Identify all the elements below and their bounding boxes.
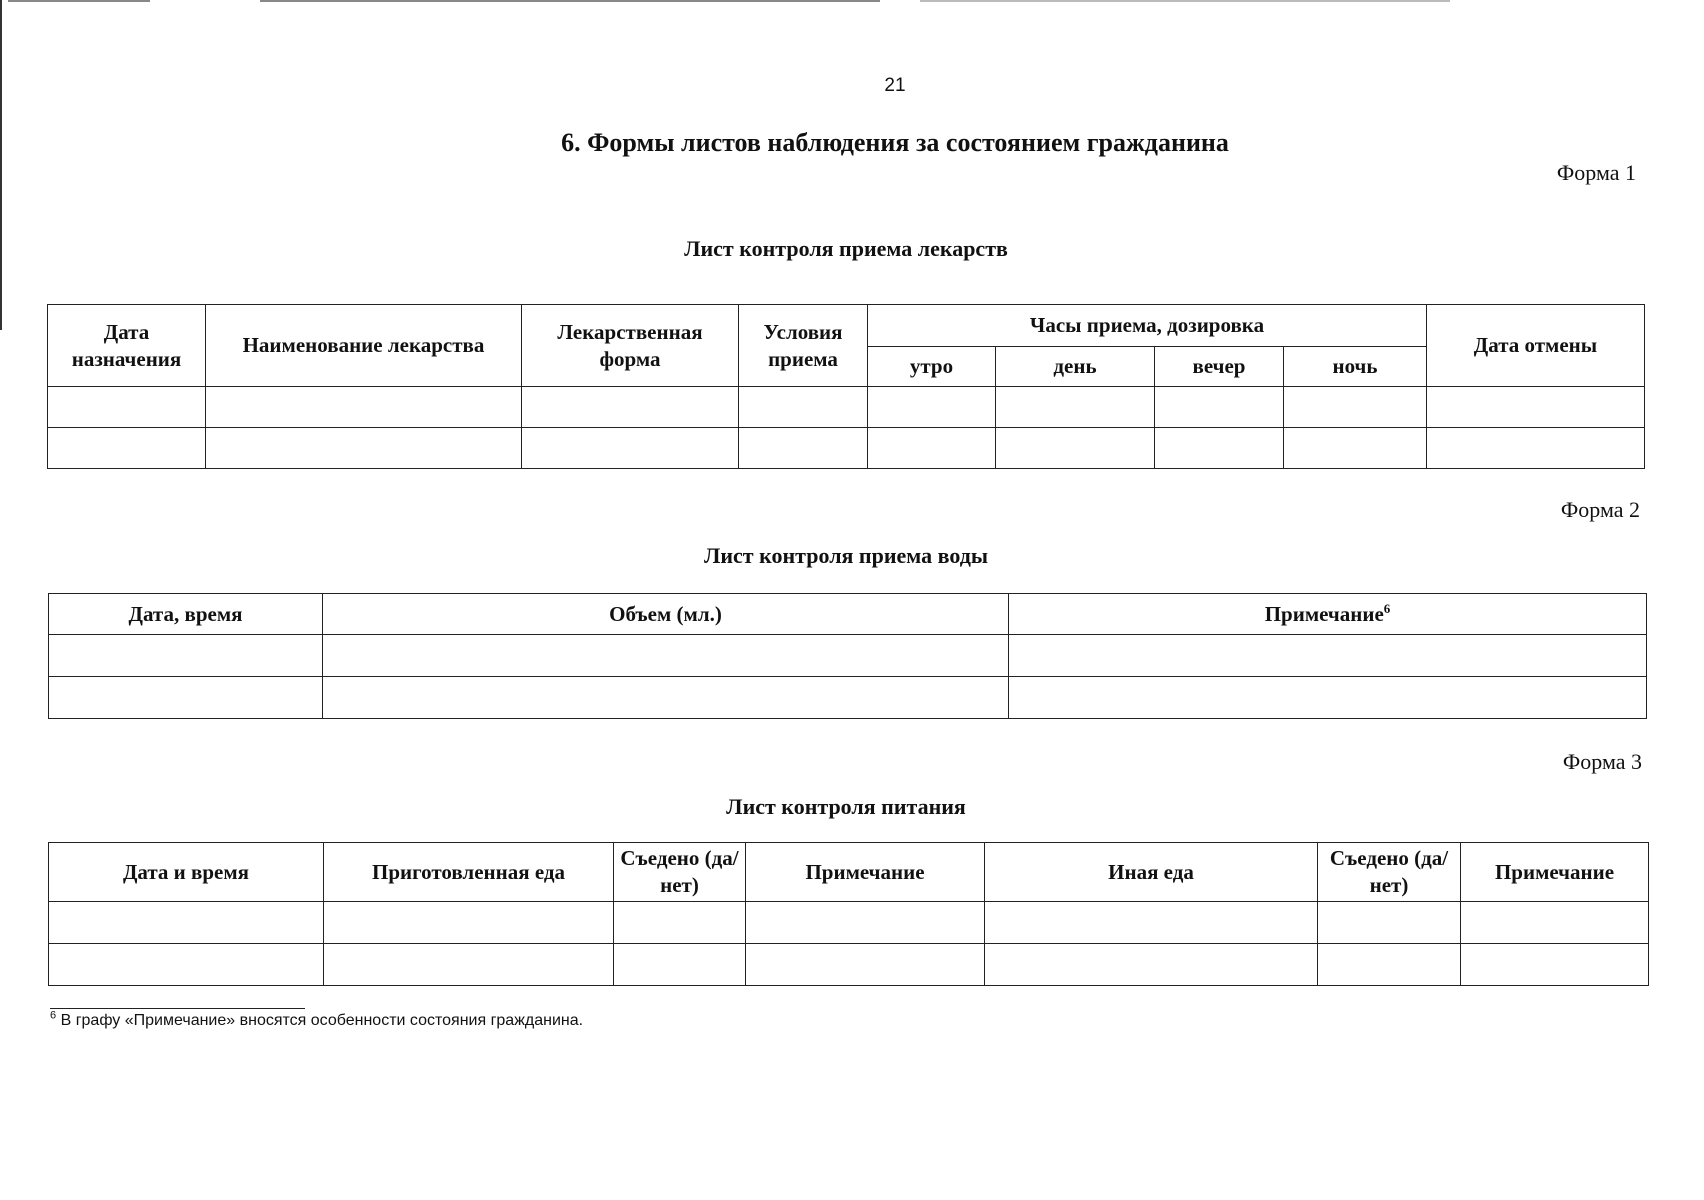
table-row [48, 428, 1645, 469]
col-eaten: Съедено (да/нет) [614, 843, 746, 902]
table-cell[interactable] [323, 635, 1009, 677]
form1-label: Форма 1 [1556, 160, 1636, 185]
table-cell[interactable] [1461, 944, 1649, 986]
table-cell[interactable] [614, 944, 746, 986]
form3-title: Лист контроля питания [726, 794, 966, 819]
table-cell[interactable] [324, 902, 614, 944]
table-cell[interactable] [985, 902, 1318, 944]
footnote-divider [50, 1008, 305, 1009]
col-drug-form: Лекарственная форма [522, 305, 739, 387]
table-cell[interactable] [49, 944, 324, 986]
col-datetime: Дата и время [49, 843, 324, 902]
form1-title: Лист контроля приема лекарств [684, 236, 1008, 261]
form2-label: Форма 2 [1560, 497, 1640, 522]
col-note: Примечание [746, 843, 985, 902]
table-cell[interactable] [868, 387, 996, 428]
table-cell[interactable] [1009, 635, 1647, 677]
col-day: день [996, 347, 1155, 387]
table-row [49, 944, 1649, 986]
section-title: 6. Формы листов наблюдения за состоянием гражданина [561, 128, 1229, 157]
table-cell[interactable] [323, 677, 1009, 719]
table-cell[interactable] [48, 387, 206, 428]
table-cell[interactable] [739, 387, 868, 428]
col-drug-name: Наименование лекарства [206, 305, 522, 387]
col-note-label: Примечание [1264, 601, 1384, 626]
footnote-mark: 6 [50, 1009, 57, 1022]
col-morning: утро [868, 347, 996, 387]
table-cell[interactable] [49, 635, 323, 677]
footnote-mark: 6 [1383, 600, 1391, 616]
scan-edge-left [0, 0, 2, 330]
table-cell[interactable] [49, 677, 323, 719]
table-cell[interactable] [206, 387, 522, 428]
table-cell[interactable] [1284, 387, 1427, 428]
col-eaten-other: Съедено (да/нет) [1318, 843, 1461, 902]
nutrition-control-table [48, 842, 1649, 986]
col-date-assigned: Дата назначения [48, 305, 206, 387]
col-other-food: Иная еда [985, 843, 1318, 902]
table-cell[interactable] [739, 428, 868, 469]
table-cell[interactable] [985, 944, 1318, 986]
col-note-other: Примечание [1461, 843, 1649, 902]
medication-control-table [47, 304, 1645, 469]
col-conditions: Условия приема [739, 305, 868, 387]
page-number: 21 [884, 75, 906, 96]
form2-title: Лист контроля приема воды [703, 543, 989, 568]
table-cell[interactable] [522, 387, 739, 428]
table-cell[interactable] [1318, 902, 1461, 944]
col-night: ночь [1284, 347, 1427, 387]
table-cell[interactable] [1155, 428, 1284, 469]
table-cell[interactable] [49, 902, 324, 944]
table-row [49, 635, 1647, 677]
col-evening: вечер [1155, 347, 1284, 387]
col-prepared-food: Приготовленная еда [324, 843, 614, 902]
table-row [49, 902, 1649, 944]
col-note [1009, 594, 1647, 635]
table-cell[interactable] [1461, 902, 1649, 944]
footnote [50, 1009, 584, 1030]
table-cell[interactable] [868, 428, 996, 469]
col-volume: Объем (мл.) [323, 594, 1009, 635]
table-cell[interactable] [324, 944, 614, 986]
table-cell[interactable] [1318, 944, 1461, 986]
table-cell[interactable] [1155, 387, 1284, 428]
table-row [49, 677, 1647, 719]
table-cell[interactable] [746, 902, 985, 944]
footnote-text: В графу «Примечание» вносятся особенности состояния гражданина. [56, 1012, 584, 1029]
table-cell[interactable] [522, 428, 739, 469]
table-cell[interactable] [1427, 387, 1645, 428]
water-intake-table [48, 593, 1647, 719]
table-row [48, 387, 1645, 428]
table-cell[interactable] [614, 902, 746, 944]
form3-label: Форма 3 [1562, 749, 1642, 774]
scan-edge-top [0, 0, 1704, 2]
table-cell[interactable] [1284, 428, 1427, 469]
table-cell[interactable] [996, 428, 1155, 469]
table-cell[interactable] [1009, 677, 1647, 719]
table-cell[interactable] [746, 944, 985, 986]
col-datetime: Дата, время [49, 594, 323, 635]
table-cell[interactable] [206, 428, 522, 469]
col-date-cancelled: Дата отмены [1427, 305, 1645, 387]
col-group-hours-dosage: Часы приема, дозировка [868, 305, 1427, 347]
table-cell[interactable] [996, 387, 1155, 428]
table-cell[interactable] [1427, 428, 1645, 469]
table-cell[interactable] [48, 428, 206, 469]
